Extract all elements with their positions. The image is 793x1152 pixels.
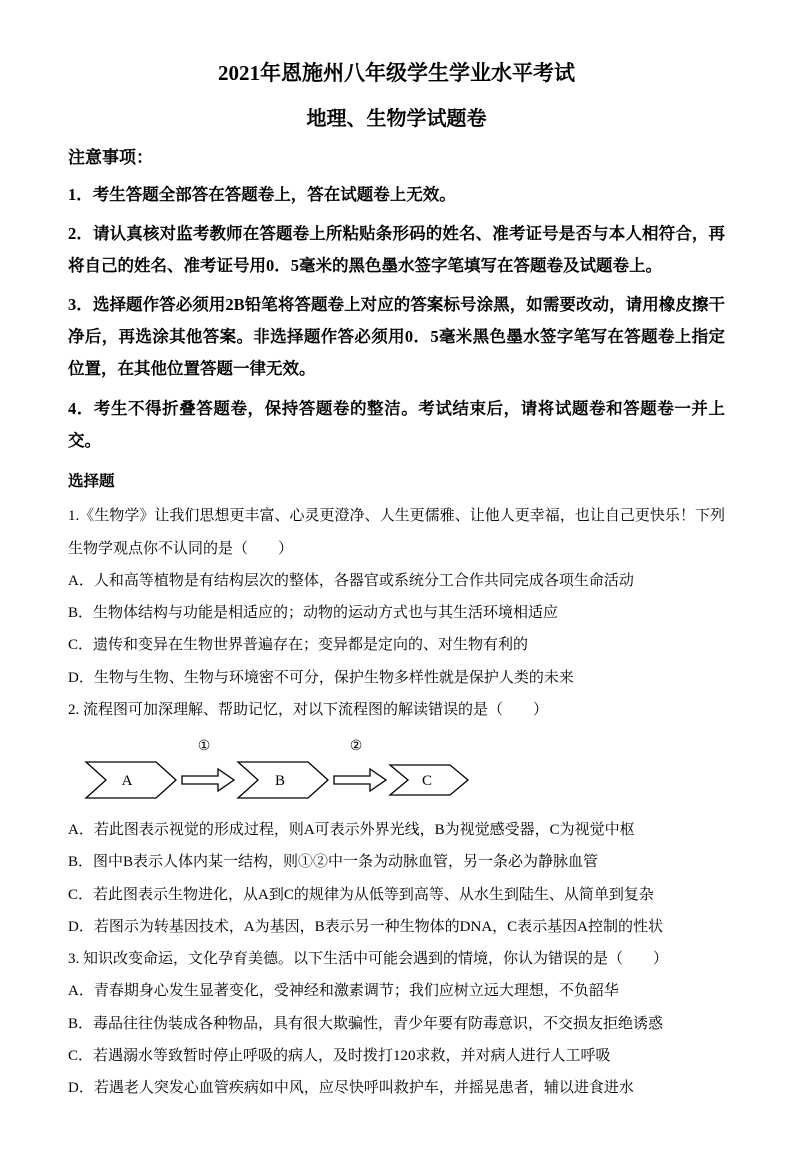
question-2-option-c: C．若此图表示生物进化，从A到C的规律为从低等到高等、从水生到陆生、从简单到复杂 [68,886,654,903]
notice-heading: 注意事项： [68,148,153,168]
question-3-option-b: B．毒品往往伪装成各种物品，具有很大欺骗性，青少年要有防毒意识，不交损友拒绝诱惑 [68,1015,664,1032]
question-1-stem: 1.《生物学》让我们思想更丰富、心灵更澄净、人生更儒雅、让他人更幸福，也让自己更快乐！下列生物学观点你不认同的是（ ） [68,508,725,557]
flow-arrow-1 [182,769,234,791]
flow-arrow-2 [334,769,386,791]
exam-subtitle: 地理、生物学试题卷 [306,108,487,131]
flowchart-diagram [82,734,725,806]
flow-node-c-label: C [421,773,433,790]
flow-arrow-2-label: ② [349,739,363,755]
question-3-option-d: D．若遇老人突发心血管疾病如中风，应尽快呼叫救护车，并摇晃患者，辅以进食进水 [68,1080,634,1097]
question-1-option-d: D．生物与生物、生物与环境密不可分，保护生物多样性就是保护人类的未来 [68,669,574,686]
notice-item-3: 3．选择题作答必须用2B铅笔将答题卷上对应的答案标号涂黑，如需要改动，请用橡皮擦干净后，再选涂其他答案。非选择题作答必须用0．5毫米黑色墨水签字笔写在答题卷上指定位置，在其他位置答题一律无效。 [68,295,725,379]
flow-arrow-1-label: ① [197,739,211,755]
question-2-option-a: A．若此图表示视觉的形成过程，则A可表示外界光线，B为视觉感受器，C为视觉中枢 [68,822,635,839]
question-2-stem: 2. 流程图可加深理解、帮助记忆，对以下流程图的解读错误的是（ ） [68,701,549,718]
question-3-stem: 3. 知识改变命运，文化孕育美德。以下生活中可能会遇到的情境，你认为错误的是（ ） [68,951,669,968]
question-2-option-d: D．若图示为转基因技术，A为基因，B表示另一种生物体的DNA，C表示基因A控制的性状 [68,918,664,935]
question-3-option-c: C．若遇溺水等致暂时停止呼吸的病人，及时拨打120求救，并对病人进行人工呼吸 [68,1047,611,1064]
exam-title: 2021年恩施州八年级学生学业水平考试 [218,61,575,85]
section-heading-multiple-choice: 选择题 [68,473,115,490]
flow-node-a-label: A [121,773,133,790]
flow-node-b-label: B [274,773,286,790]
question-1-option-b: B．生物体结构与功能是相适应的；动物的运动方式也与其生活环境相适应 [68,605,559,622]
question-1-option-c: C．遗传和变异在生物世界普遍存在；变异都是定向的、对生物有利的 [68,637,529,654]
question-1-option-a: A．人和高等植物是有结构层次的整体，各器官或系统分工合作共同完成各项生命活动 [68,572,634,589]
notice-item-2: 2．请认真核对监考教师在答题卷上所粘贴条形码的姓名、准考证号是否与本人相符合，再将自己的姓名、准考证号用0．5毫米的黑色墨水签字笔填写在答题卷及试题卷上。 [68,223,725,275]
notice-item-4: 4．考生不得折叠答题卷，保持答题卷的整洁。考试结束后，请将试题卷和答题卷一并上交。 [68,398,725,450]
question-2-option-b: B．图中B表示人体内某一结构，则①②中一条为动脉血管，另一条必为静脉血管 [68,854,599,871]
flowchart-svg [82,734,482,806]
question-3-option-a: A．青春期身心发生显著变化，受神经和激素调节；我们应树立远大理想，不负韶华 [68,983,619,1000]
notice-item-1: 1．考生答题全部答在答题卷上，答在试题卷上无效。 [68,184,456,204]
